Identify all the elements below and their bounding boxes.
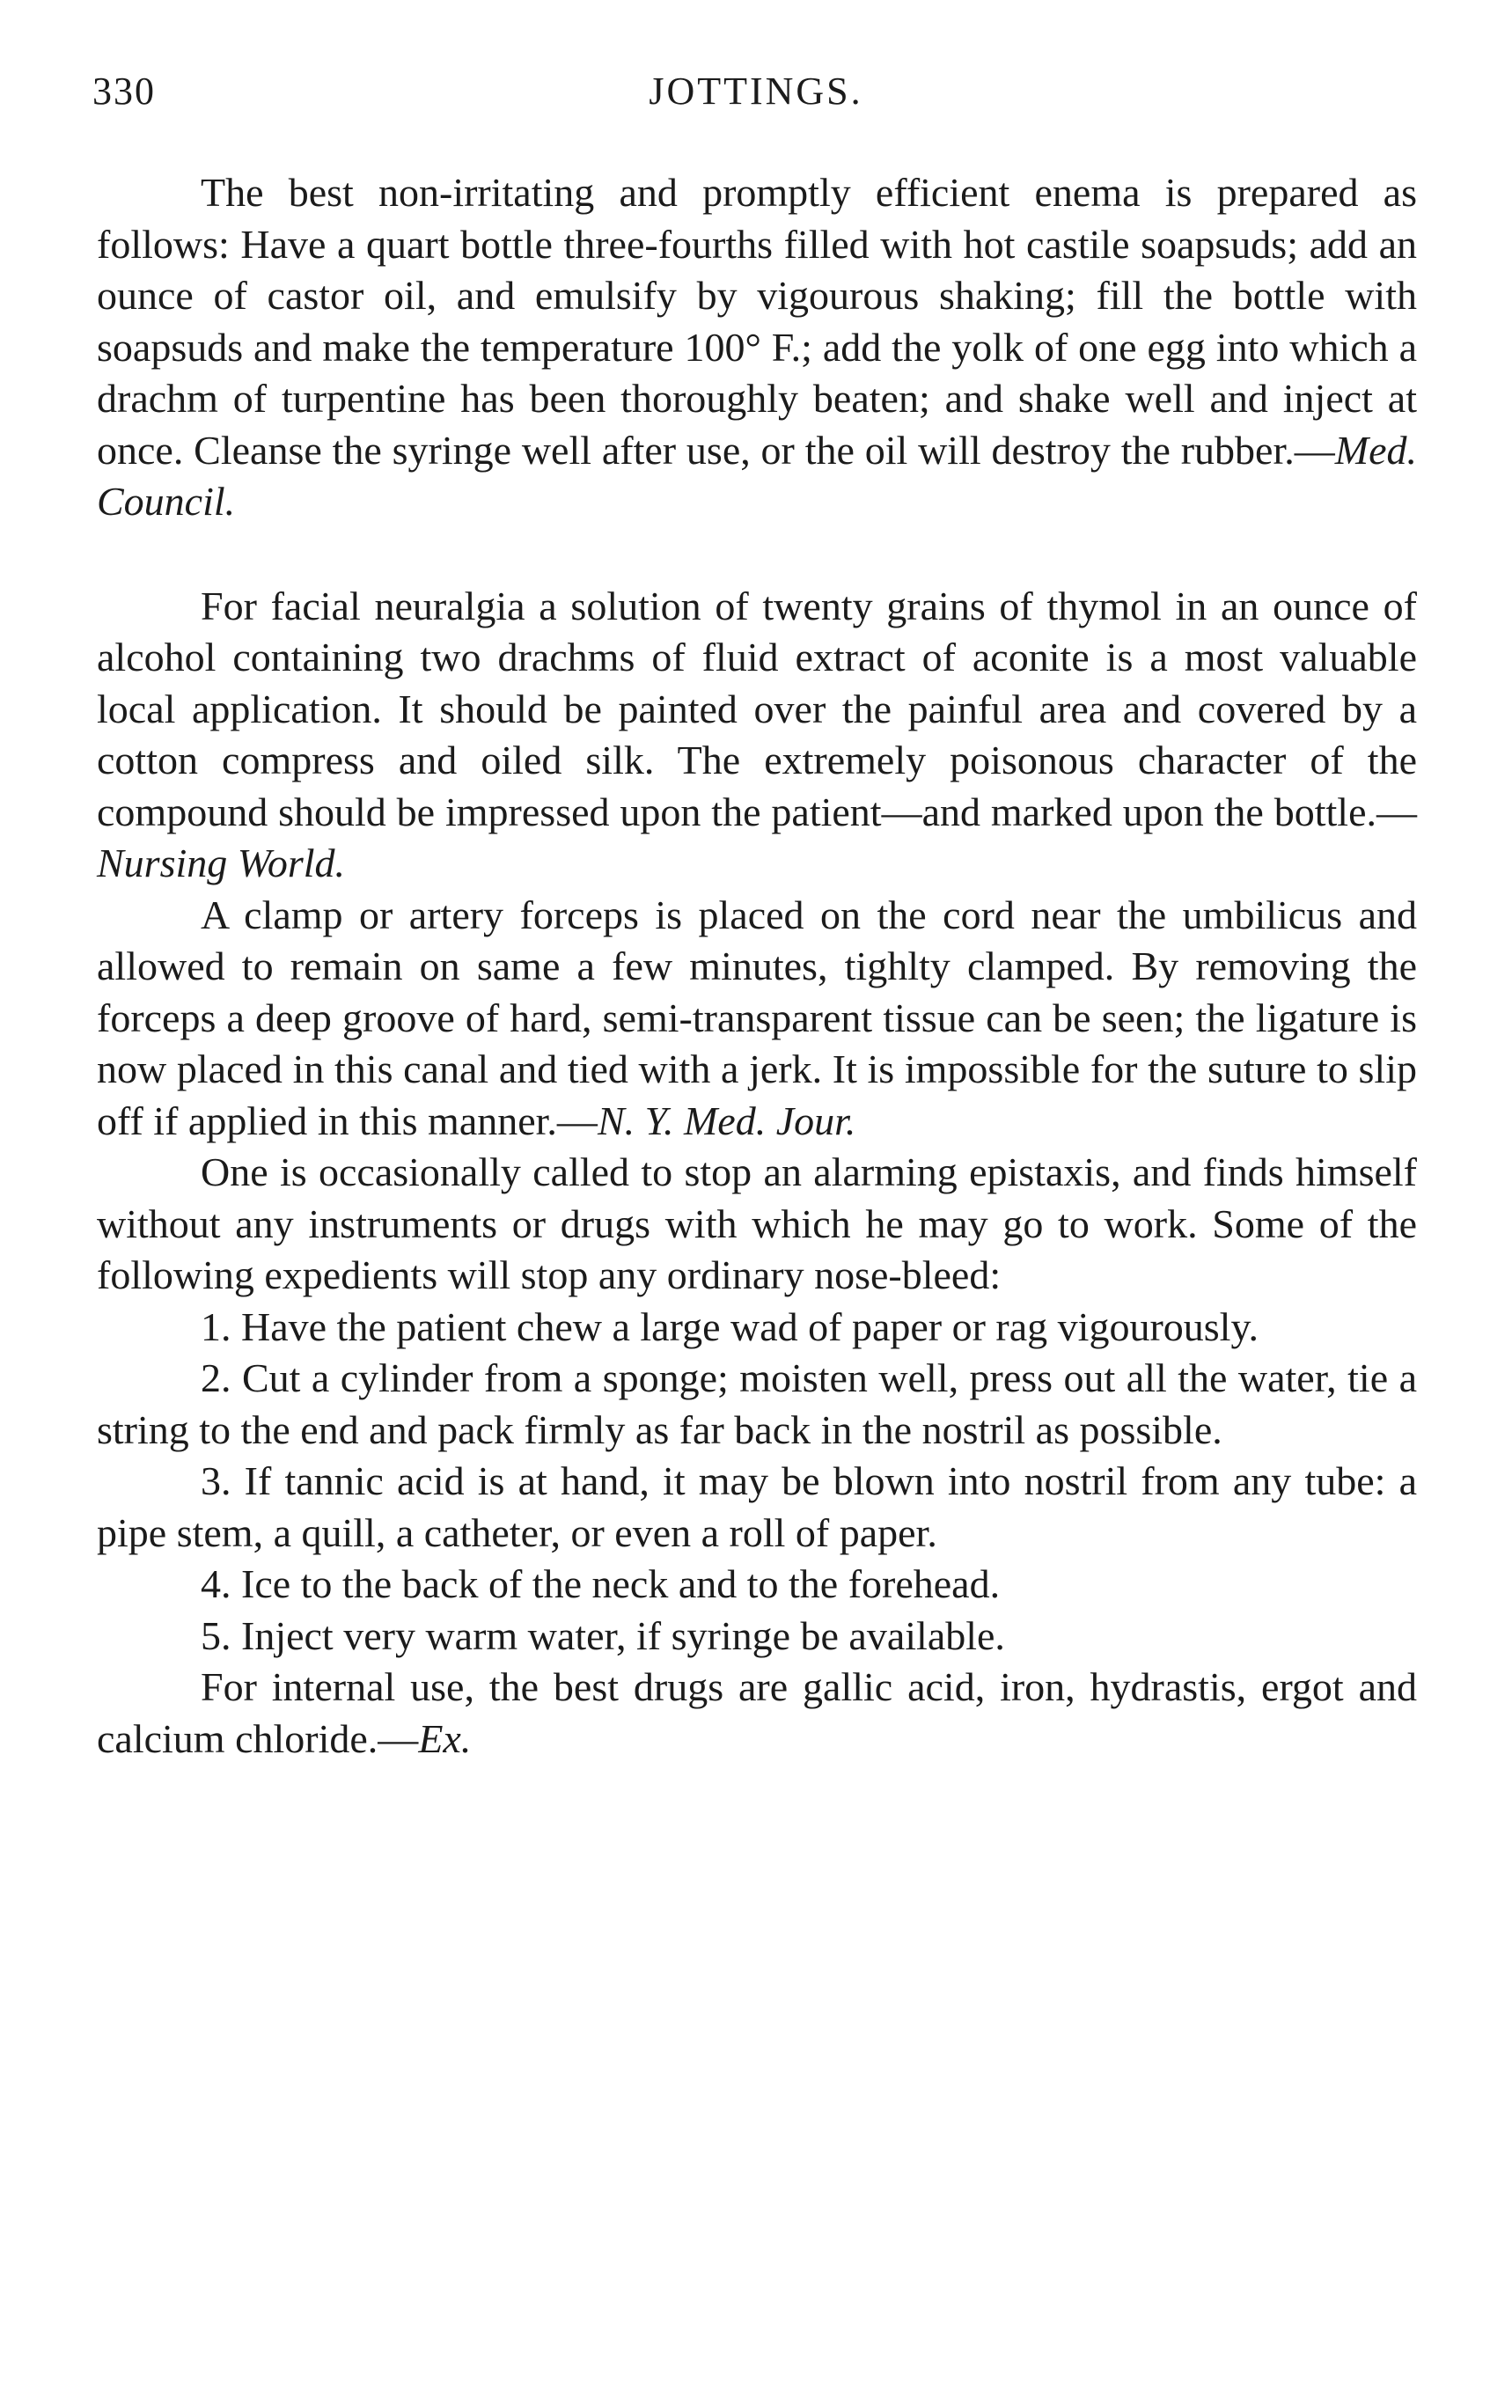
paragraph-enema (97, 167, 1417, 528)
list-item (97, 1456, 1417, 1559)
paragraph-text: For internal use, the best drugs are gallic acid, iron, hydrastis, ergot and calcium chloride.— (97, 1664, 1417, 1761)
paragraph-text: For facial neuralgia a solution of twenty grains of thymol in an ounce of alcohol containing two drachms of fluid extract of aconite is a most valuable local application. It should be painted over the painful area and covered by a cotton compress and oiled silk. The extremely poisonous character of the compound should be impressed upon the patient—and marked upon the bottle.— (97, 583, 1417, 834)
paragraph-text: A clamp or artery forceps is placed on the cord near the umbilicus and allowed to remain on same a few minutes, tighlty clamped. By removing the forceps a deep groove of hard, semi-transparent tissue can be seen; the ligature is now placed in this canal and tied with a jerk. It is impossible for the suture to slip off if applied in this manner.— (97, 892, 1417, 1143)
list-item (97, 1559, 1417, 1611)
body-text (97, 167, 1417, 1765)
source-citation: Med. Council. (97, 427, 1417, 524)
list-item (97, 1302, 1417, 1354)
paragraph-text: 5. Inject very warm water, if syringe be available. (201, 1612, 1005, 1658)
paragraph-text: The best non-irritating and promptly efficient enema is prepared as follows: Have a quart bottle three-fourths filled with hot castile soapsuds; add an ounce of castor oil, and emulsify by vigourous shaking; fill the bottle with soapsuds and make the temperature 100° F.; add the yolk of one egg into which a drachm of turpentine has been thoroughly beaten; and shake well and inject at once. Cleanse the syringe well after use, or the oil will destroy the rubber.— (97, 170, 1417, 473)
source-citation: Ex. (418, 1715, 472, 1761)
paragraph-text: One is occasionally called to stop an alarming epistaxis, and finds himself without any instruments or drugs with which he may go to work. Some of the following expedients will stop any ordinary nose-bleed: (97, 1149, 1417, 1297)
list-item (97, 1353, 1417, 1456)
running-head (92, 69, 1420, 121)
paragraph-internal-use (97, 1662, 1417, 1765)
paragraph-epistaxis (97, 1147, 1417, 1302)
list-item (97, 1611, 1417, 1663)
source-citation: Nursing World. (97, 841, 346, 885)
paragraph-umbilical-clamp (97, 890, 1417, 1148)
running-title: JOTTINGS. (649, 70, 863, 113)
paragraph-neuralgia (97, 581, 1417, 890)
paragraph-text: 1. Have the patient chew a large wad of paper or rag vigourously. (201, 1303, 1259, 1349)
page-number: 330 (92, 70, 156, 113)
source-citation: N. Y. Med. Jour. (597, 1098, 856, 1143)
paragraph-text: 4. Ice to the back of the neck and to the forehead. (201, 1561, 1001, 1606)
paragraph-text: 2. Cut a cylinder from a sponge; moisten well, press out all the water, tie a string to the end and pack firmly as far back in the nostril as possible. (97, 1355, 1417, 1452)
paragraph-text: 3. If tannic acid is at hand, it may be blown into nostril from any tube: a pipe stem, a quill, a catheter, or even a roll of paper. (97, 1458, 1417, 1555)
